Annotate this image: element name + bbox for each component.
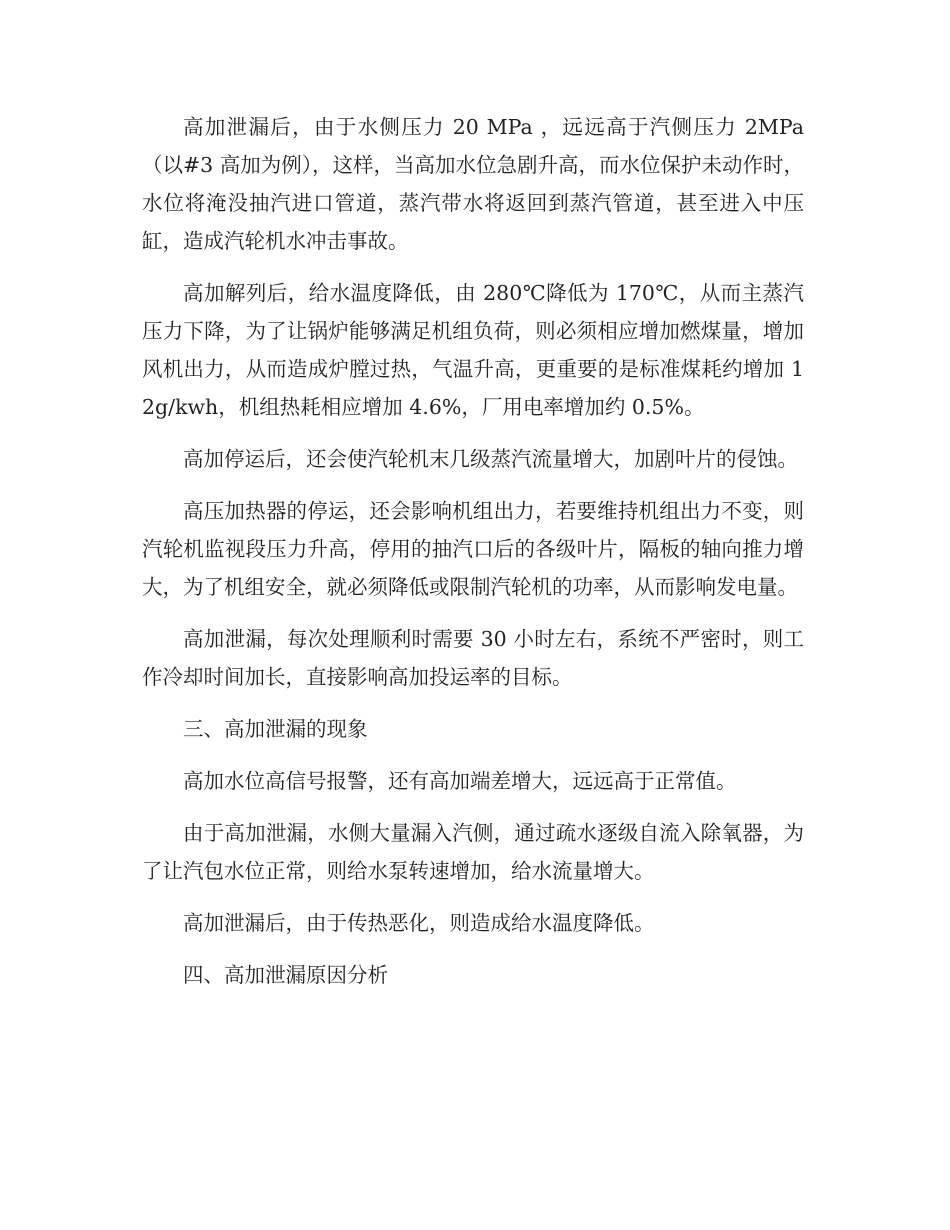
- paragraph-temperature-drop: 高加泄漏后，由于传热恶化，则造成给水温度降低。: [183, 911, 655, 935]
- paragraph-alarm: 高加水位高信号报警，还有高加端差增大，远远高于正常值。: [183, 769, 737, 793]
- paragraph-water-hammer: 高加泄漏后，由于水侧压力 20 MPa ，远远高于汽侧压力 2MPa（以#3 高加为例），这样，当高加水位急剧升高，而水位保护未动作时，水位将淹没抽汽进口管道，蒸汽带水将返回到蒸汽管道，甚至进入中压缸，造成汽轮机水冲击事故。: [142, 115, 804, 253]
- paragraph-heater-isolation: 高加解列后，给水温度降低，由 280℃降低为 170℃，从而主蒸汽压力下降，为了让锅炉能够满足机组负荷，则必须相应增加燃煤量，增加风机出力，从而造成炉膛过热，气温升高，更重要的是标准煤耗约增加 12g/kwh，机组热耗相应增加 4.6%，厂用电率增加约 0.5%。: [142, 281, 804, 419]
- paragraph-output-impact: 高压加热器的停运，还会影响机组出力，若要维持机组出力不变，则汽轮机监视段压力升高，停用的抽汽口后的各级叶片，隔板的轴向推力增大，为了机组安全，就必须降低或限制汽轮机的功率，从而影响发电量。: [142, 499, 804, 599]
- paragraph-repair-time: 高加泄漏，每次处理顺利时需要 30 小时左右，系统不严密时，则工作冷却时间加长，直接影响高加投运率的目标。: [142, 627, 804, 689]
- paragraph-feedwater-flow: 由于高加泄漏，水侧大量漏入汽侧，通过疏水逐级自流入除氧器，为了让汽包水位正常，则给水泵转速增加，给水流量增大。: [142, 821, 804, 883]
- section-heading-cause-analysis: 四、高加泄漏原因分析: [183, 963, 388, 987]
- document-body: [142, 108, 804, 1008]
- section-heading-symptoms: 三、高加泄漏的现象: [183, 717, 368, 741]
- paragraph-blade-erosion: 高加停运后，还会使汽轮机末几级蒸汽流量增大，加剧叶片的侵蚀。: [183, 447, 798, 471]
